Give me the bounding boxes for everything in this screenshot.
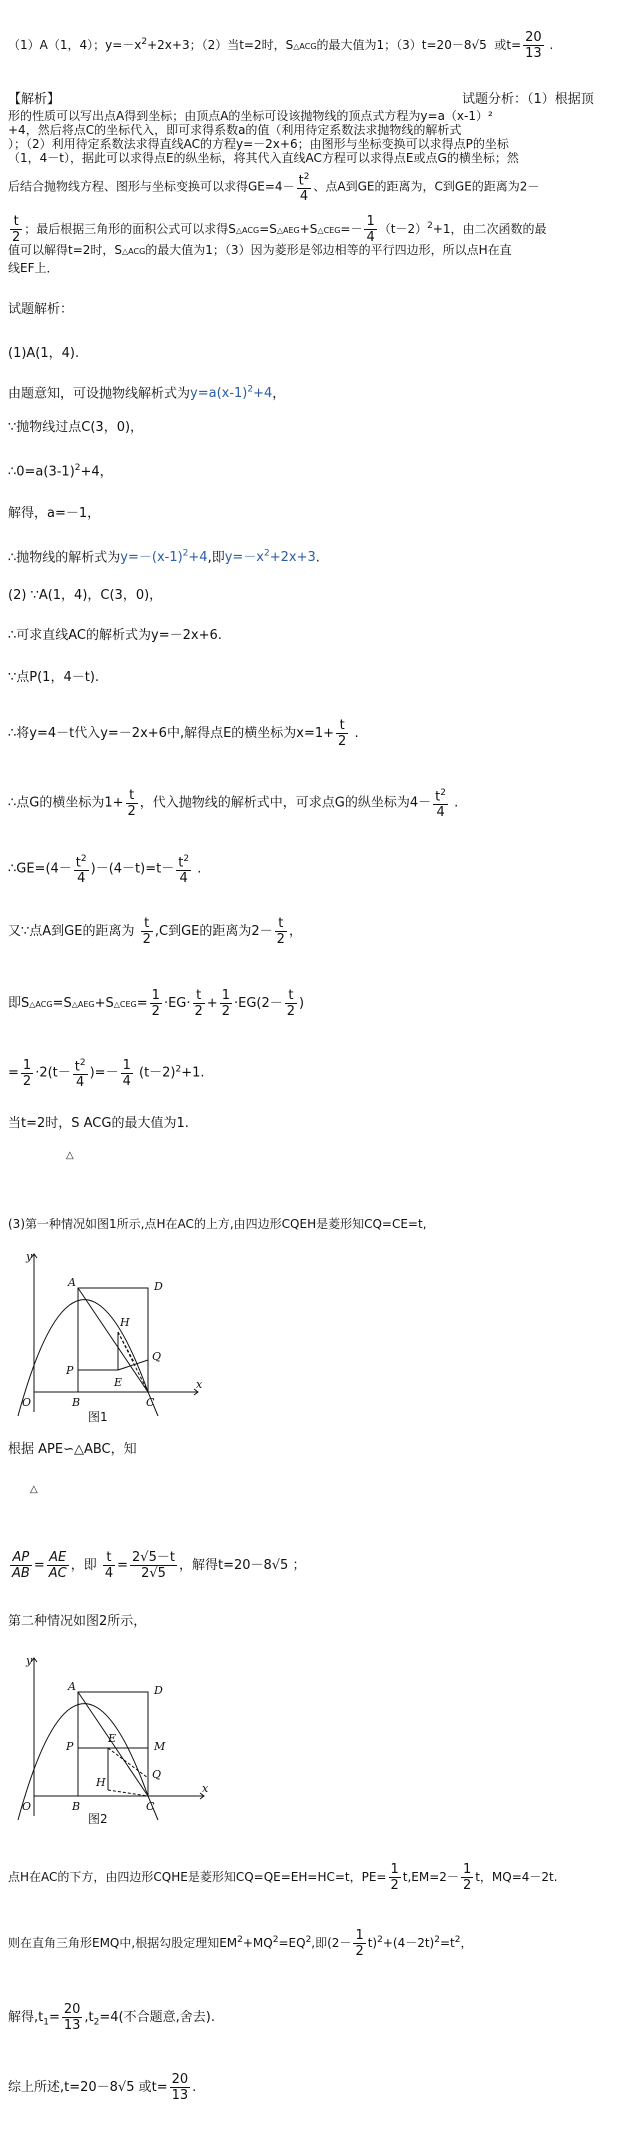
label-q: Q	[152, 1768, 162, 1781]
label-x: x	[202, 1782, 209, 1795]
step: (2) ∵A(1，4)，C(3，0)，	[8, 588, 163, 603]
step: ∴将y=4－t代入y=－2x+6中,解得点E的横坐标为x=1+ $\frac{t}{2}$ .	[8, 718, 359, 749]
analysis-line: +4，然后将点C的坐标代入，即可求得系数a的值（利用待定系数法求抛物线的解析式	[8, 123, 462, 137]
analysis-line: （1，4－t），据此可以求得点E的纵坐标，将其代入直线AC方程可以求得点E或点G的横坐标；然	[8, 151, 519, 165]
step: ∴GE=(4－ $\frac{t^2}{4}$ )－(4－t)=t－ $\frac{t^2}{4}$ .	[8, 854, 202, 887]
label-o: O	[22, 1396, 32, 1409]
parabola	[18, 1300, 158, 1416]
solution-header: 试题解析：	[8, 302, 74, 317]
label-q: Q	[152, 1350, 162, 1363]
label-p: P	[66, 1740, 74, 1753]
label-m: M	[154, 1740, 166, 1753]
step: 根据 APE∽△ABC，知	[8, 1442, 137, 1457]
label-e: E	[114, 1376, 123, 1389]
analysis-line: $\frac{t}{2}$ ；最后根据三角形的面积公式可以求得S△ACG=S△AEG+S△CEG=－ $\frac{1}{4}$ $(t-2)^2+1$，由二次函数的最	[12, 214, 547, 245]
figure-2	[8, 1650, 228, 1826]
analysis-line: ）；（2）利用待定系数法求得直线AC的方程y=－2x+6；由图形与坐标变换可以求得点P的坐标	[8, 137, 509, 151]
label-x: x	[196, 1378, 203, 1391]
label-y: y	[26, 1250, 33, 1263]
triangle-mark: △	[30, 1484, 38, 1495]
label-a: A	[68, 1276, 76, 1289]
step: 点H在AC的下方，由四边形CQHE是菱形知CQ=QE=EH=HC=t，PE= $\frac{1}{2}$ t,EM=2－ $\frac{1}{2}$ t，MQ=4－2t.	[8, 1862, 558, 1893]
step: 当t=2时，S ACG的最大值为1.	[8, 1116, 189, 1131]
label-b: B	[72, 1396, 81, 1409]
step: 则在直角三角形EMQ中,根据勾股定理知$EM^2+MQ^2=EQ^2$,即(2－ $\frac{1}{2}$ $t)^2+(4-2t)^2=t^2$，	[8, 1928, 473, 1959]
label-d: D	[154, 1280, 163, 1293]
figure-2-caption: 图2	[88, 1812, 108, 1826]
label-e: E	[108, 1732, 117, 1745]
step: 解得，a=－1，	[8, 506, 101, 521]
step: $\therefore 0=a(3-1)^2+4$，	[8, 463, 113, 480]
parabola	[18, 1704, 158, 1820]
step: = $\frac{1}{2}$ ·2(t－ $\frac{t^2}{4}$ )=－ $\frac{1}{4}$ $(t-2)^2+1$.	[8, 1057, 205, 1091]
figure-1-caption: 图1	[88, 1410, 108, 1424]
label-h: H	[120, 1316, 130, 1329]
segment-hq	[118, 1332, 134, 1362]
answer-line: （1）A（1，4）；$y=-x^2+2x+3$；（2）当t=2时，S△ACG的最大值为1；（3）t=20－8√5 或t= $\frac{20}{13}$ .	[8, 30, 554, 61]
label-d: D	[154, 1684, 163, 1697]
step: ∵点P(1，4－t).	[8, 670, 100, 685]
step: $\frac{AP}{AB}$ = $\frac{AE}{AC}$ ，即 $\frac{t}{4}$ = $\frac{2√5-t}{2√5}$ ，解得t=20－8√5 ；	[12, 1550, 306, 1581]
step: ∵抛物线过点C(3，0)，	[8, 420, 144, 435]
step: ∴抛物线的解析式为$y=-(x-1)^2+4$,即$y=-x^2+2x+3$.	[8, 549, 320, 566]
label-c: C	[146, 1396, 155, 1409]
segment-hc	[108, 1790, 148, 1796]
segment-ac	[78, 1288, 148, 1392]
label-a: A	[68, 1680, 76, 1693]
segment-eq	[108, 1748, 148, 1778]
step: ∴点G的横坐标为1+ $\frac{t}{2}$ ，代入抛物线的解析式中，可求点G的纵坐标为4－ $\frac{t^2}{4}$ .	[8, 787, 459, 821]
step: 由题意知，可设抛物线解析式为$y=a(x-1)^2+4$，	[8, 385, 286, 402]
analysis-line: 后结合抛物线方程、图形与坐标变换可以求得GE=4－ $\frac{t^2}{4}$ 、点A到GE的距离为，C到GE的距离为2－	[8, 172, 540, 205]
step: 又∵点A到GE的距离为 $\frac{t}{2}$ ,C到GE的距离为2－ $\frac{t}{2}$ ，	[8, 916, 302, 947]
step: (3)第一种情况如图1所示,点H在AC的上方,由四边形CQEH是菱形知CQ=CE=t,	[8, 1217, 427, 1231]
analysis-header: 【解析】	[8, 92, 61, 107]
step: 综上所述,t=20－8√5 或t= $\frac{20}{13}$ .	[8, 2072, 197, 2103]
segment-eq	[118, 1360, 148, 1370]
triangle-mark: △	[66, 1150, 74, 1161]
step: 解得$,t_1=$ $\frac{20}{13}$ $,t_2=4$(不合题意,舍去).	[8, 2002, 215, 2033]
label-c: C	[146, 1800, 155, 1813]
label-o: O	[22, 1800, 32, 1813]
analysis-line: 形的性质可以写出点A得到坐标；由顶点A的坐标可设该抛物线的顶点式方程为y=a（x-1）²	[8, 109, 493, 123]
analysis-header-right: 试题分析：（1）根据顶	[462, 92, 594, 107]
label-h: H	[96, 1776, 106, 1789]
figure-1	[8, 1246, 208, 1422]
analysis-line: 线EF上．	[8, 261, 59, 275]
analysis-line: 值可以解得t=2时，S△ACG的最大值为1；（3）因为菱形是邻边相等的平行四边形，所以点H在直	[8, 243, 512, 257]
step: 即S△ACG=S△AEG+S△CEG= $\frac{1}{2}$ ·EG· $\frac{t}{2}$ + $\frac{1}{2}$ ·EG(2－ $\frac{t}{2}$ )	[8, 988, 305, 1019]
label-y: y	[26, 1654, 33, 1667]
step: ∴可求直线AC的解析式为y=－2x+6.	[8, 628, 222, 643]
step: 第二种情况如图2所示，	[8, 1614, 147, 1629]
label-b: B	[72, 1800, 81, 1813]
label-p: P	[66, 1364, 74, 1377]
step: (1)A(1，4).	[8, 346, 80, 361]
